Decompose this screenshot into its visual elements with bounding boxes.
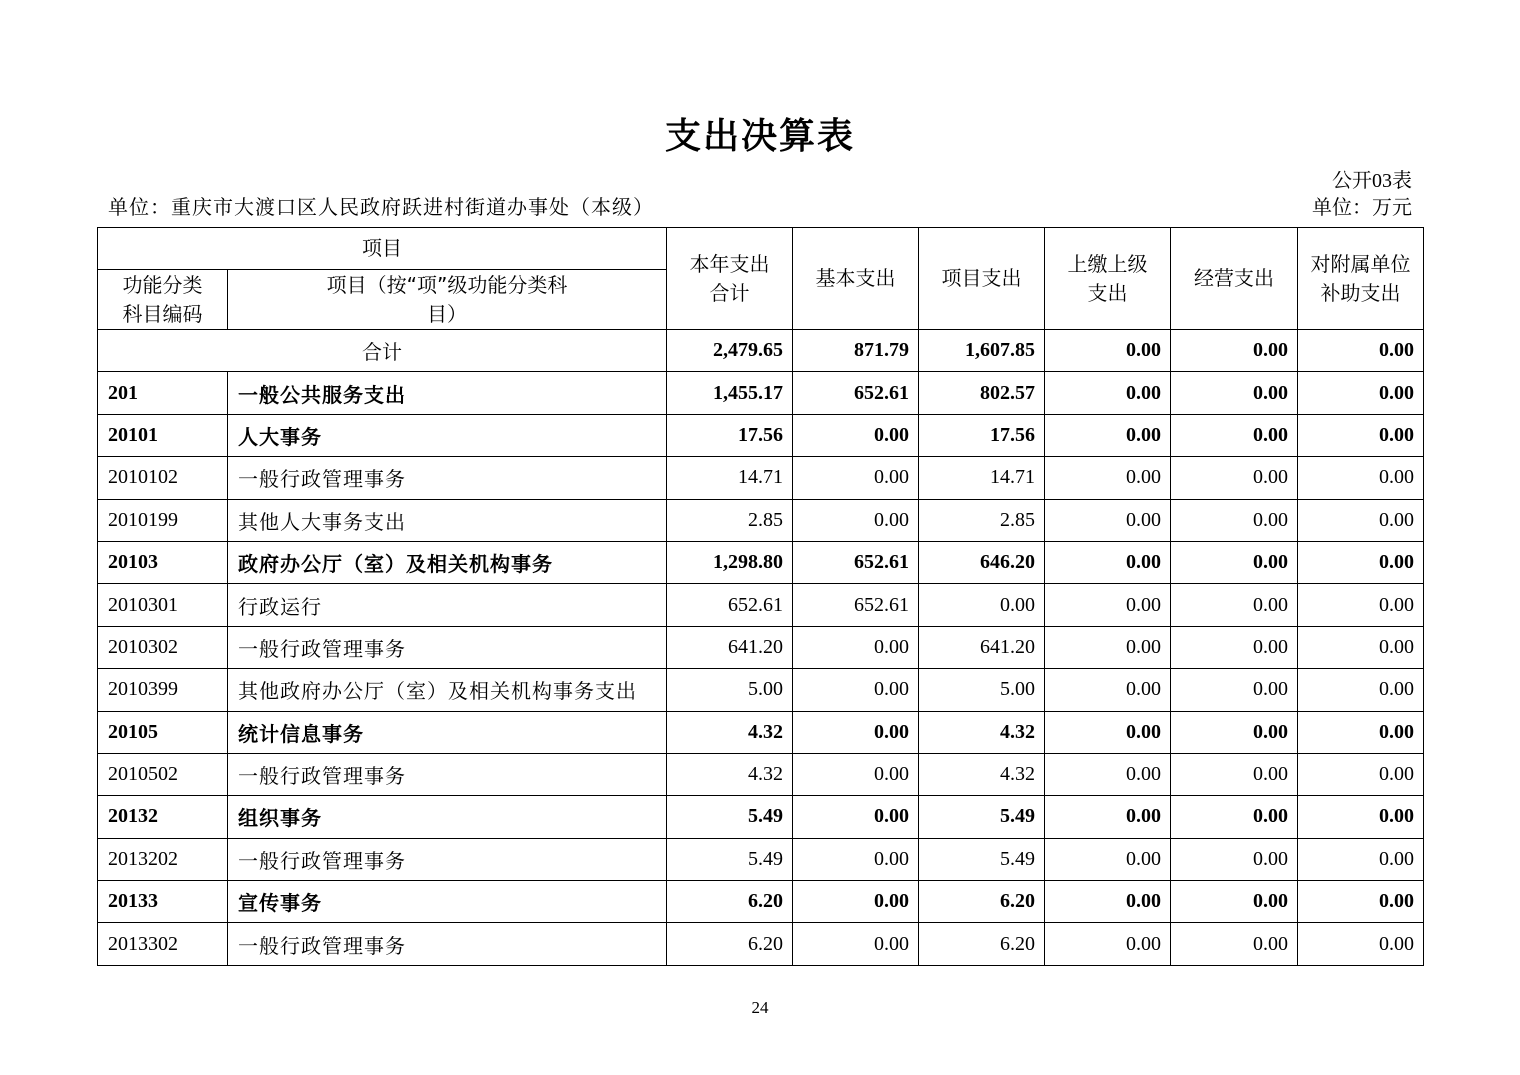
- cell-code: 2010199: [98, 499, 228, 541]
- total-cell-upper: 0.00: [1045, 330, 1171, 372]
- cell-project: 6.20: [919, 923, 1045, 965]
- cell-total: 652.61: [667, 584, 793, 626]
- cell-total: 6.20: [667, 923, 793, 965]
- cell-basic: 0.00: [793, 669, 919, 711]
- cell-upper: 0.00: [1045, 923, 1171, 965]
- cell-name: 其他人大事务支出: [228, 499, 667, 541]
- cell-total: 5.49: [667, 838, 793, 880]
- table-row: [98, 881, 1424, 923]
- reporting-unit: 单位：重庆市大渡口区人民政府跃进村街道办事处（本级）: [108, 197, 654, 219]
- cell-basic: 0.00: [793, 923, 919, 965]
- cell-project: 5.49: [919, 796, 1045, 838]
- cell-subsidy: 0.00: [1298, 796, 1424, 838]
- cell-subsidy: 0.00: [1298, 626, 1424, 668]
- table-row: [98, 711, 1424, 753]
- total-cell-business: 0.00: [1171, 330, 1298, 372]
- cell-basic: 0.00: [793, 881, 919, 923]
- cell-basic: 0.00: [793, 457, 919, 499]
- header-name-text: 项目（按“项”级功能分类科目）: [326, 272, 568, 326]
- cell-basic: 0.00: [793, 414, 919, 456]
- cell-name: 政府办公厅（室）及相关机构事务: [228, 541, 667, 583]
- cell-upper: 0.00: [1045, 881, 1171, 923]
- table-row: [98, 541, 1424, 583]
- cell-upper: 0.00: [1045, 541, 1171, 583]
- cell-name: 一般行政管理事务: [228, 753, 667, 795]
- cell-project: 5.49: [919, 838, 1045, 880]
- cell-upper: 0.00: [1045, 414, 1171, 456]
- cell-upper: 0.00: [1045, 584, 1171, 626]
- total-row: [98, 330, 1424, 372]
- cell-upper: 0.00: [1045, 457, 1171, 499]
- cell-subsidy: 0.00: [1298, 881, 1424, 923]
- cell-upper: 0.00: [1045, 711, 1171, 753]
- cell-code: 20132: [98, 796, 228, 838]
- cell-code: 20133: [98, 881, 228, 923]
- table-row: [98, 457, 1424, 499]
- cell-total: 5.49: [667, 796, 793, 838]
- table-row: [98, 626, 1424, 668]
- cell-code: 20101: [98, 414, 228, 456]
- cell-code: 2013302: [98, 923, 228, 965]
- cell-total: 2.85: [667, 499, 793, 541]
- table-row: [98, 753, 1424, 795]
- cell-upper: 0.00: [1045, 372, 1171, 414]
- cell-business: 0.00: [1171, 838, 1298, 880]
- cell-business: 0.00: [1171, 414, 1298, 456]
- cell-project: 802.57: [919, 372, 1045, 414]
- cell-subsidy: 0.00: [1298, 372, 1424, 414]
- cell-name: 一般行政管理事务: [228, 923, 667, 965]
- header-total-text: 本年支出合计: [689, 251, 770, 305]
- header-project: 项目支出: [919, 228, 1045, 330]
- header-subsidy-text: 对附属单位补助支出: [1310, 251, 1411, 305]
- cell-code: 2010302: [98, 626, 228, 668]
- cell-upper: 0.00: [1045, 796, 1171, 838]
- header-name: [228, 270, 667, 330]
- cell-subsidy: 0.00: [1298, 753, 1424, 795]
- table-row: [98, 584, 1424, 626]
- header-row: [98, 228, 1424, 270]
- cell-total: 14.71: [667, 457, 793, 499]
- cell-subsidy: 0.00: [1298, 838, 1424, 880]
- cell-business: 0.00: [1171, 626, 1298, 668]
- cell-business: 0.00: [1171, 923, 1298, 965]
- cell-code: 201: [98, 372, 228, 414]
- cell-business: 0.00: [1171, 457, 1298, 499]
- header-code: [98, 270, 228, 330]
- table-row: [98, 414, 1424, 456]
- table-row: [98, 923, 1424, 965]
- table-row: [98, 669, 1424, 711]
- cell-business: 0.00: [1171, 796, 1298, 838]
- cell-subsidy: 0.00: [1298, 457, 1424, 499]
- cell-subsidy: 0.00: [1298, 414, 1424, 456]
- cell-project: 641.20: [919, 626, 1045, 668]
- page-title: 支出决算表: [664, 116, 855, 157]
- expenditure-table: [97, 227, 1424, 966]
- cell-name: 行政运行: [228, 584, 667, 626]
- table-number: 公开03表: [1332, 170, 1412, 192]
- cell-business: 0.00: [1171, 711, 1298, 753]
- cell-project: 0.00: [919, 584, 1045, 626]
- cell-name: 一般行政管理事务: [228, 457, 667, 499]
- cell-upper: 0.00: [1045, 838, 1171, 880]
- table-row: [98, 796, 1424, 838]
- cell-name: 宣传事务: [228, 881, 667, 923]
- cell-basic: 652.61: [793, 372, 919, 414]
- cell-upper: 0.00: [1045, 499, 1171, 541]
- cell-business: 0.00: [1171, 499, 1298, 541]
- cell-upper: 0.00: [1045, 669, 1171, 711]
- cell-total: 17.56: [667, 414, 793, 456]
- cell-total: 1,298.80: [667, 541, 793, 583]
- cell-total: 6.20: [667, 881, 793, 923]
- cell-total: 4.32: [667, 753, 793, 795]
- cell-subsidy: 0.00: [1298, 541, 1424, 583]
- cell-project: 4.32: [919, 753, 1045, 795]
- header-item-group: 项目: [98, 228, 667, 270]
- cell-name: 组织事务: [228, 796, 667, 838]
- cell-name: 一般行政管理事务: [228, 626, 667, 668]
- cell-business: 0.00: [1171, 541, 1298, 583]
- cell-code: 20105: [98, 711, 228, 753]
- total-cell-total: 2,479.65: [667, 330, 793, 372]
- cell-code: 2010502: [98, 753, 228, 795]
- page-number: 24: [751, 998, 769, 1017]
- cell-project: 14.71: [919, 457, 1045, 499]
- cell-project: 6.20: [919, 881, 1045, 923]
- header-code-text: 功能分类科目编码: [122, 272, 203, 326]
- cell-subsidy: 0.00: [1298, 499, 1424, 541]
- total-label: 合计: [98, 330, 667, 372]
- cell-code: 2010399: [98, 669, 228, 711]
- cell-project: 4.32: [919, 711, 1045, 753]
- cell-upper: 0.00: [1045, 626, 1171, 668]
- total-cell-project: 1,607.85: [919, 330, 1045, 372]
- currency-unit: 单位：万元: [1312, 197, 1412, 219]
- cell-business: 0.00: [1171, 881, 1298, 923]
- cell-subsidy: 0.00: [1298, 584, 1424, 626]
- cell-project: 17.56: [919, 414, 1045, 456]
- header-upper-text: 上缴上级支出: [1067, 251, 1148, 305]
- cell-basic: 0.00: [793, 796, 919, 838]
- cell-total: 5.00: [667, 669, 793, 711]
- cell-business: 0.00: [1171, 372, 1298, 414]
- cell-basic: 0.00: [793, 499, 919, 541]
- cell-name: 人大事务: [228, 414, 667, 456]
- table-row: [98, 499, 1424, 541]
- total-cell-subsidy: 0.00: [1298, 330, 1424, 372]
- cell-business: 0.00: [1171, 669, 1298, 711]
- cell-project: 2.85: [919, 499, 1045, 541]
- cell-name: 一般行政管理事务: [228, 838, 667, 880]
- header-basic: 基本支出: [793, 228, 919, 330]
- cell-basic: 0.00: [793, 838, 919, 880]
- cell-project: 5.00: [919, 669, 1045, 711]
- table-row: [98, 838, 1424, 880]
- cell-code: 2010301: [98, 584, 228, 626]
- cell-subsidy: 0.00: [1298, 669, 1424, 711]
- cell-subsidy: 0.00: [1298, 711, 1424, 753]
- cell-business: 0.00: [1171, 584, 1298, 626]
- cell-total: 641.20: [667, 626, 793, 668]
- header-upper: [1045, 228, 1171, 330]
- cell-basic: 0.00: [793, 753, 919, 795]
- cell-upper: 0.00: [1045, 753, 1171, 795]
- cell-project: 646.20: [919, 541, 1045, 583]
- header-business: 经营支出: [1171, 228, 1298, 330]
- cell-total: 4.32: [667, 711, 793, 753]
- header-subsidy: [1298, 228, 1424, 330]
- cell-name: 其他政府办公厅（室）及相关机构事务支出: [228, 669, 667, 711]
- cell-basic: 652.61: [793, 541, 919, 583]
- cell-total: 1,455.17: [667, 372, 793, 414]
- cell-name: 统计信息事务: [228, 711, 667, 753]
- cell-basic: 652.61: [793, 584, 919, 626]
- cell-business: 0.00: [1171, 753, 1298, 795]
- cell-subsidy: 0.00: [1298, 923, 1424, 965]
- cell-code: 2010102: [98, 457, 228, 499]
- header-total: [667, 228, 793, 330]
- cell-name: 一般公共服务支出: [228, 372, 667, 414]
- cell-code: 20103: [98, 541, 228, 583]
- cell-basic: 0.00: [793, 626, 919, 668]
- cell-code: 2013202: [98, 838, 228, 880]
- cell-basic: 0.00: [793, 711, 919, 753]
- table-row: [98, 372, 1424, 414]
- total-cell-basic: 871.79: [793, 330, 919, 372]
